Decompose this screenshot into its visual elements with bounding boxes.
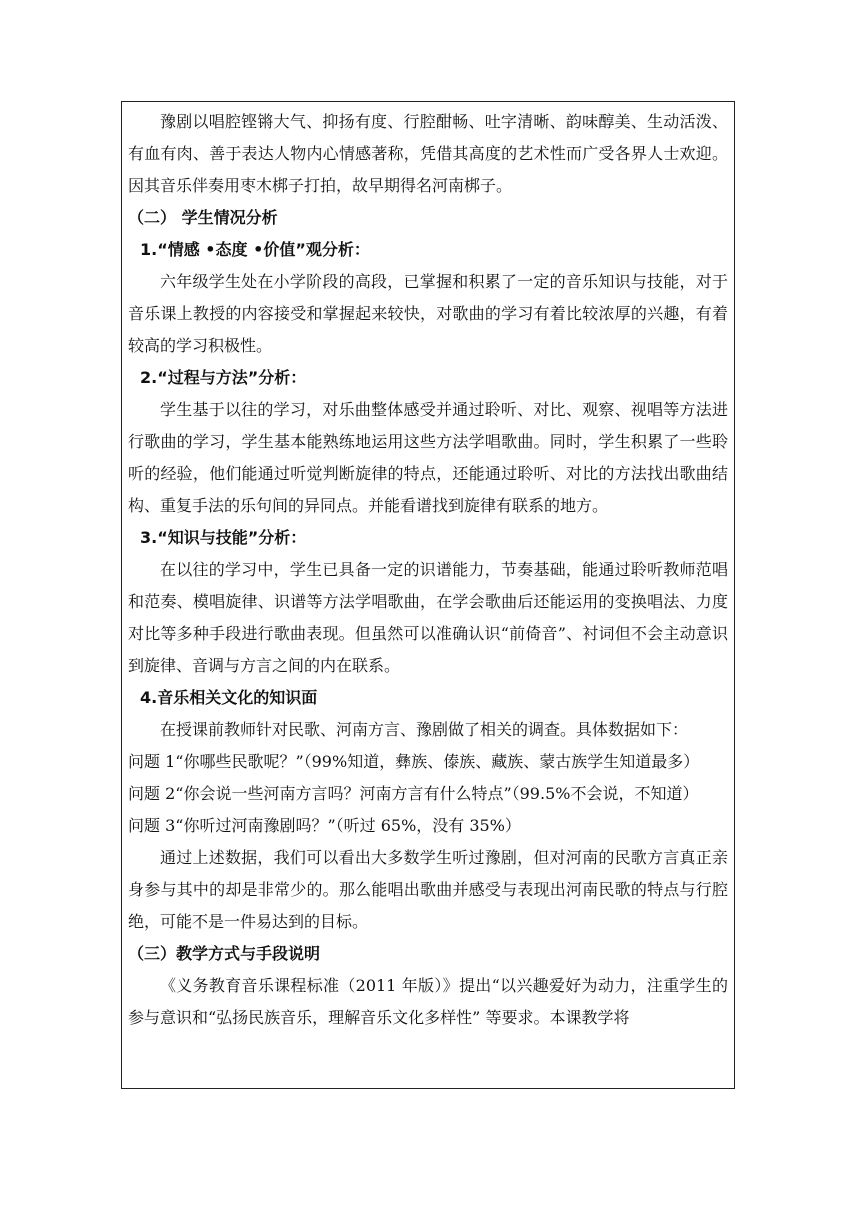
culture-conclusion-paragraph: 通过上述数据，我们可以看出大多数学生听过豫剧，但对河南的民歌方言真正亲身参与其中的却是非常少的。那么能唱出歌曲并感受与表现出河南民歌的特点与行腔绝，可能不是一件易达到的目标。 <box>128 848 728 931</box>
process-analysis-paragraph: 学生基于以往的学习，对乐曲整体感受并通过聆听、对比、观察、视唱等方法进行歌曲的学习，学生基本能熟练地运用这些方法学唱歌曲。同时，学生积累了一些聆听的经验，他们能通过听觉判断旋律的特点，还能通过聆听、对比的方法找出歌曲结构、重复手法的乐句间的异同点。并能看谱找到旋律有联系的地方。 <box>128 400 728 515</box>
survey-question-3: 问题 3“你听过河南豫剧吗？”（听过 65%，没有 35%） <box>128 816 521 835</box>
document-table-cell <box>121 101 735 1089</box>
subheading-emotion-attitude-values: 1.“情感 •态度 •价值”观分析： <box>140 240 370 259</box>
survey-question-2: 问题 2“你会说一些河南方言吗？河南方言有什么特点”（99.5%不会说，不知道） <box>128 784 699 803</box>
section-heading-teaching-methods: （三）教学方式与手段说明 <box>128 944 321 963</box>
knowledge-analysis-paragraph: 在以往的学习中，学生已具备一定的识谱能力，节奏基础，能通过聆听教师范唱和范奏、模唱旋律、识谱等方法学唱歌曲，在学会歌曲后还能运用的变换唱法、力度对比等多种手段进行歌曲表现。但虽然可以准确认识“前倚音”、衬词但不会主动意识到旋律、音调与方言之间的内在联系。 <box>128 560 728 675</box>
intro-paragraph: 豫剧以唱腔铿锵大气、抑扬有度、行腔酣畅、吐字清晰、韵味醇美、生动活泼、有血有肉、善于表达人物内心情感著称，凭借其高度的艺术性而广受各界人士欢迎。因其音乐伴奏用枣木梆子打拍，故早期得名河南梆子。 <box>128 112 728 195</box>
survey-question-1: 问题 1“你哪些民歌呢？”（99%知道，彝族、傣族、藏族、蒙古族学生知道最多） <box>128 752 700 771</box>
subheading-process-method: 2.“过程与方法”分析： <box>140 368 307 387</box>
culture-survey-intro: 在授课前教师针对民歌、河南方言、豫剧做了相关的调查。具体数据如下： <box>160 720 689 739</box>
teaching-methods-paragraph: 《义务教育音乐课程标准（2011 年版）》提出“以兴趣爱好为动力，注重学生的参与意识和“弘扬民族音乐，理解音乐文化多样性” 等要求。本课教学将 <box>128 976 728 1027</box>
subheading-music-culture: 4.音乐相关文化的知识面 <box>140 688 318 707</box>
subheading-knowledge-skills: 3.“知识与技能”分析： <box>140 528 307 547</box>
section-heading-student-analysis: （二） 学生情况分析 <box>128 208 278 227</box>
emotion-analysis-paragraph: 六年级学生处在小学阶段的高段，已掌握和积累了一定的音乐知识与技能，对于音乐课上教授的内容接受和掌握起来较快，对歌曲的学习有着比较浓厚的兴趣，有着较高的学习积极性。 <box>128 272 728 355</box>
